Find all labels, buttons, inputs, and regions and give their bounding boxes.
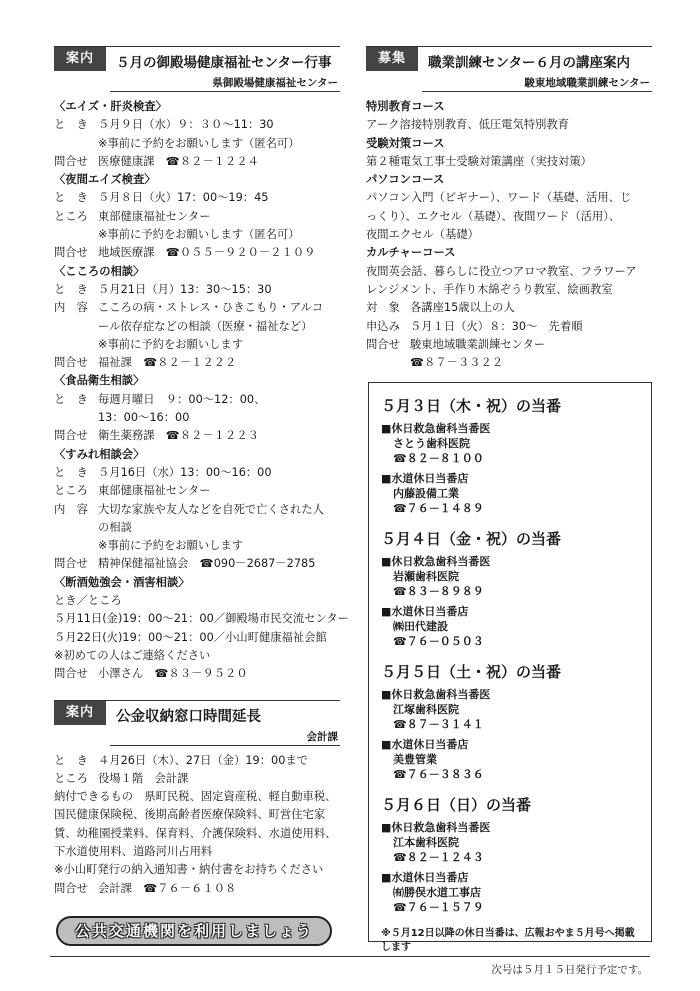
row-value: 会計課 ☎７６－６１０８ (98, 881, 237, 895)
row-value: 各講座15歳以上の人 (410, 301, 515, 315)
water-name: 美豊管業 (393, 753, 437, 766)
row-value: ５月16日（水）13：00～16：00 (98, 465, 272, 479)
duty-day (381, 661, 641, 782)
info-row (54, 299, 340, 317)
continuation-line: の相談 (98, 520, 132, 534)
row-label: 問合せ (366, 337, 400, 351)
info-row (54, 752, 340, 770)
dental-tel: ☎８２－１２４３ (393, 851, 484, 864)
subheading: 〈こころの相談〉 (54, 264, 145, 278)
water-tel: ☎７６－１５７９ (393, 901, 484, 914)
section-tag: 案内 (54, 47, 106, 71)
row-value: 衛生薬務課 ☎８２－１２２３ (98, 429, 259, 443)
text-line: ※初めての人はご連絡ください (54, 648, 211, 662)
subheading: 〈夜間エイズ検査〉 (54, 173, 156, 187)
row-label: と き (54, 392, 88, 406)
text-line: っくり）、エクセル（基礎）、夜間ワード（活用）、 (366, 209, 621, 223)
row-label: ところ (54, 771, 88, 785)
right-column (366, 46, 652, 372)
continuation-line: 13：00～16：00 (98, 411, 190, 425)
info-row (54, 665, 340, 683)
subheading: 〈食品衛生相談〉 (54, 374, 145, 388)
row-label: 問合せ (54, 246, 88, 260)
row-label: と き (54, 282, 88, 296)
info-row (366, 336, 652, 354)
payment-section-body (54, 752, 340, 898)
dental-name: 江塚歯科医院 (393, 703, 459, 716)
row-label: 問合せ (54, 356, 88, 370)
section-tag: 案内 (54, 701, 106, 725)
info-row (54, 189, 340, 207)
subheading: 〈すみれ相談会〉 (54, 447, 145, 461)
row-value: 毎週月曜日 ９：00～12：00、 (98, 392, 266, 406)
info-row (54, 244, 340, 262)
subheading: 受験対策コース (366, 136, 445, 150)
info-row (54, 208, 340, 226)
row-label: と き (54, 465, 88, 479)
text-line: 納付できるもの 県町民税、固定資産税、軽自動車税、 (54, 790, 337, 804)
duty-day-title: ５月４日（金・祝）の当番 (381, 530, 562, 548)
text-line: パソコン入門（ビギナー）、ワード（基礎、活用、じ (366, 191, 632, 205)
info-row (54, 501, 340, 519)
left-column (54, 46, 349, 898)
row-value: 福祉課 ☎８２－１２２２ (98, 356, 237, 370)
holiday-duty-box (368, 382, 652, 953)
water-tel: ☎７６－３８３６ (393, 768, 484, 781)
section-title: 職業訓練センター６月の講座案内 (428, 55, 630, 71)
row-value: 東部健康福祉センター (98, 484, 211, 498)
text-line: レンジメント、手作り木綿ぞうり教室、絵画教室 (366, 282, 613, 296)
dental-name: 江本歯科医院 (393, 836, 459, 849)
dental-label: ■休日救急歯科当番医 (381, 688, 491, 701)
row-label: 問合せ (54, 154, 88, 168)
divider (110, 91, 340, 92)
row-label: ところ (54, 484, 88, 498)
text-line: 賃、幼稚園授業料、保育料、介護保険料、水道使用料、 (54, 826, 337, 840)
water-tel: ☎７６－１４８９ (393, 502, 484, 515)
text-line: ５月11日(金)19：00～21：00／御殿場市民交流センター (54, 612, 349, 626)
section-tag: 募集 (366, 47, 418, 71)
event-section-body (54, 98, 349, 684)
water-name: ㈲勝俣水道工事店 (393, 886, 481, 899)
row-value: 医療健康課 ☎８２－１２２４ (98, 154, 259, 168)
row-label: と き (54, 753, 88, 767)
row-value: 駿東地域職業訓練センター (410, 337, 546, 351)
row-label: 内 容 (54, 301, 88, 315)
duty-day (381, 395, 641, 516)
duty-day-title: ５月６日（日）の当番 (381, 796, 532, 814)
section-organization: 駿東地域職業訓練センター (524, 77, 650, 89)
water-name: ㈱田代建設 (393, 620, 448, 633)
row-value: 役場１階 会計課 (98, 771, 189, 785)
water-label: ■水道休日当番店 (381, 738, 469, 751)
row-value: ４月26日（木）、27日（金）19：00まで (98, 753, 309, 767)
water-label: ■水道休日当番店 (381, 472, 469, 485)
footer-divider (50, 956, 650, 957)
row-value: ５月１日（火）８：30～ 先着順 (410, 319, 583, 333)
row-label: と き (54, 191, 88, 205)
section-organization: 会計課 (306, 730, 338, 743)
divider (110, 745, 340, 746)
water-label: ■水道休日当番店 (381, 871, 469, 884)
dental-tel: ☎８２－８１００ (393, 452, 484, 465)
info-row (54, 555, 340, 573)
water-tel: ☎７６－０５０３ (393, 635, 484, 648)
row-value: 小澤さん ☎８３－９５２０ (98, 667, 248, 681)
text-line: とき／ところ (54, 594, 122, 608)
row-value: こころの病・ストレス・ひきこもり・アルコ (98, 301, 324, 315)
duty-note: ※５月12日以降の休日当番は、広報おやま５月号へ掲載します (381, 928, 635, 953)
row-label: 問合せ (54, 881, 88, 895)
row-label: 内 容 (54, 502, 88, 516)
text-line: ※小山町発行の納入通知書・納付書をお持ちください (54, 863, 324, 877)
text-line: アーク溶接特別教育、低圧電気特別教育 (366, 118, 570, 132)
dental-name: さとう歯科医院 (393, 437, 470, 450)
info-row (54, 354, 340, 372)
row-value: ５月８日（火）17：00～19：45 (98, 191, 269, 205)
text-line: 第２種電気工事士受験対策講座（実技対策） (366, 154, 592, 168)
subheading: 〈エイズ・肝炎検査〉 (54, 100, 167, 113)
duty-day (381, 528, 641, 649)
continuation-line: ※事前に予約をお願いします (98, 337, 244, 351)
recruit-section-body (366, 98, 652, 372)
section-title: 公金収納窓口時間延長 (116, 708, 261, 725)
info-row (54, 281, 340, 299)
row-label: 問合せ (54, 557, 88, 571)
info-row (366, 318, 652, 336)
row-value: 地域医療課 ☎０５５－９２０－２１０９ (98, 246, 316, 260)
dental-label: ■休日救急歯科当番医 (381, 422, 491, 435)
info-row (54, 153, 340, 171)
row-value: 大切な家族や友人などを自死で亡くされた人 (98, 502, 324, 516)
next-issue-note: 次号は５月１５日発行予定です。 (491, 964, 648, 976)
continuation-line: ール依存症などの相談（医療・福祉など） (98, 319, 313, 333)
info-row (54, 427, 340, 445)
text-line: 夜間エクセル（基礎） (366, 228, 479, 242)
row-label: 問合せ (54, 667, 88, 681)
row-value: 精神保健福祉協会 ☎090－2687－2785 (98, 557, 316, 571)
row-label: 問合せ (54, 429, 88, 443)
row-label: 申込み (366, 319, 400, 333)
info-row (54, 880, 340, 898)
water-name: 内藤設備工業 (393, 487, 459, 500)
dental-label: ■休日救急歯科当番医 (381, 555, 491, 568)
dental-tel: ☎８３－８９８９ (393, 585, 484, 598)
info-row (54, 464, 340, 482)
subheading: カルチャーコース (366, 246, 456, 260)
text-line: 下水道使用料、道路河川占用料 (54, 844, 213, 858)
info-row (54, 770, 340, 788)
duty-day-list (381, 395, 641, 915)
info-row (54, 482, 340, 500)
dental-name: 岩瀬歯科医院 (393, 570, 459, 583)
dental-label: ■休日救急歯科当番医 (381, 821, 491, 834)
subheading: 特別教育コース (366, 100, 445, 113)
section-title: ５月の御殿場健康福祉センター行事 (116, 55, 332, 71)
info-row (54, 116, 340, 134)
text-line: 国民健康保険税、後期高齢者医療保険料、町営住宅家 (54, 808, 326, 822)
row-label: と き (54, 118, 88, 132)
divider (422, 91, 652, 92)
subheading: 〈断酒勉強会・酒害相談〉 (54, 575, 190, 589)
water-label: ■水道休日当番店 (381, 605, 469, 618)
dental-tel: ☎８７－３１４１ (393, 718, 484, 731)
subheading: パソコンコース (366, 173, 445, 187)
text-line: 夜間英会話、暮らしに役立つアロマ教室、フラワーア (366, 264, 637, 278)
row-label: 対 象 (366, 301, 400, 315)
text-line: ５月22日(火)19：00～21：00／小山町健康福祉会館 (54, 630, 327, 644)
row-value: ５月21日（月）13：30～15：30 (98, 282, 272, 296)
row-value: 東部健康福祉センター (98, 209, 211, 223)
public-transport-banner: 公共交通機関を利用しましょう (56, 916, 332, 946)
recruit-section-header (366, 46, 652, 92)
continuation-line: ※事前に予約をお願いします（匿名可） (98, 228, 300, 242)
continuation-line: ☎８７－３３２２ (410, 356, 504, 370)
row-value: ５月９日（水）９：３０～11：30 (98, 118, 274, 132)
event-section-header (54, 46, 340, 92)
continuation-line: ※事前に予約をお願いします (98, 539, 244, 553)
duty-day (381, 794, 641, 915)
payment-section-header (54, 700, 340, 746)
section-organization: 県御殿場健康福祉センター (212, 77, 338, 89)
duty-day-title: ５月３日（木・祝）の当番 (381, 397, 562, 415)
row-label: ところ (54, 209, 88, 223)
duty-day-title: ５月５日（土・祝）の当番 (381, 663, 562, 681)
continuation-line: ※事前に予約をお願いします（匿名可） (98, 136, 300, 150)
info-row (366, 299, 652, 317)
info-row (54, 391, 340, 409)
